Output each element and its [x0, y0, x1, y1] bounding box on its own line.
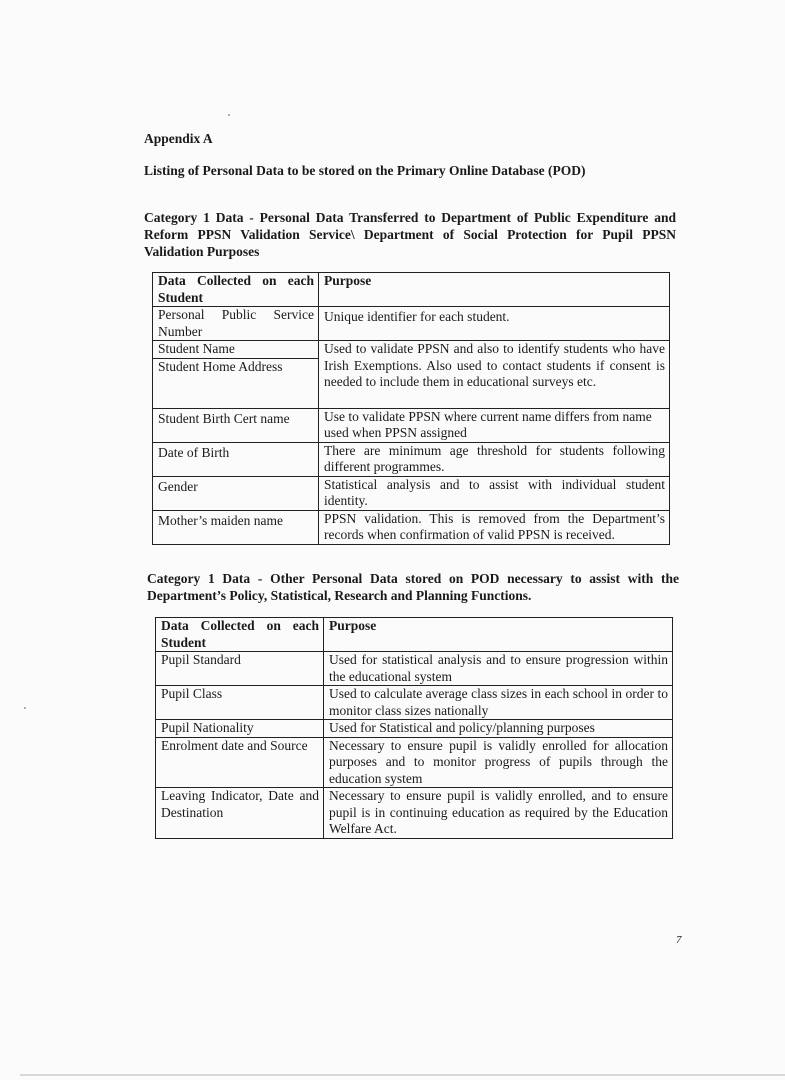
- scan-speck: [228, 114, 230, 116]
- purpose-cell: Necessary to ensure pupil is validly enrolled, and to ensure pupil is in continuing education as required by the Education Welfare Act.: [324, 788, 673, 839]
- column-header-purpose: Purpose: [319, 273, 670, 307]
- purpose-cell: Unique identifier for each student.: [319, 307, 670, 341]
- table-header-row: [153, 273, 670, 307]
- purpose-cell: PPSN validation. This is removed from the Department’s records when confirmation of valid PPSN is received.: [319, 510, 670, 544]
- column-header-purpose: Purpose: [324, 618, 673, 652]
- purpose-cell: Use to validate PPSN where current name differs from name used when PPSN assigned: [319, 408, 670, 442]
- table-row: [153, 307, 670, 341]
- data-cell: Personal Public Service Number: [153, 307, 319, 341]
- data-cell: Pupil Class: [156, 686, 324, 720]
- table-row: [153, 510, 670, 544]
- data-cell: Date of Birth: [153, 442, 319, 476]
- data-cell: Pupil Standard: [156, 652, 324, 686]
- table-row: [153, 442, 670, 476]
- table-row: [153, 408, 670, 442]
- scan-speck: [24, 707, 26, 709]
- purpose-cell: Used to calculate average class sizes in each school in order to monitor class sizes nationally: [324, 686, 673, 720]
- data-cell: Student Birth Cert name: [153, 408, 319, 442]
- table-row: [153, 341, 670, 359]
- scan-edge-line: [20, 1074, 785, 1076]
- data-cell: Mother’s maiden name: [153, 510, 319, 544]
- table-row: [156, 720, 673, 738]
- table-row: [153, 476, 670, 510]
- category2-title: Category 1 Data - Other Personal Data stored on POD necessary to assist with the Department’s Policy, Statistical, Research and Planning Functions.: [147, 571, 679, 603]
- category2-table: [155, 617, 673, 839]
- page-number: 7: [676, 934, 682, 946]
- purpose-cell: Used to validate PPSN and also to identify students who have Irish Exemptions. Also used to contact students if consent is needed to include them in educational surveys etc.: [319, 341, 670, 409]
- table-row: [156, 686, 673, 720]
- table-header-row: [156, 618, 673, 652]
- category1-title: Category 1 Data - Personal Data Transferred to Department of Public Expenditure and Reform PPSN Validation Service\ Department of Social Protection for Pupil PPSN Validation Purposes: [144, 210, 676, 259]
- data-cell: Student Name: [153, 341, 319, 359]
- purpose-cell: Used for Statistical and policy/planning purposes: [324, 720, 673, 738]
- data-cell: Student Home Address: [153, 358, 319, 408]
- table-row: [156, 788, 673, 839]
- appendix-title: Appendix A: [144, 131, 213, 146]
- data-cell: Enrolment date and Source: [156, 737, 324, 788]
- purpose-cell: Statistical analysis and to assist with individual student identity.: [319, 476, 670, 510]
- data-cell: Gender: [153, 476, 319, 510]
- column-header-data: Data Collected on each Student: [153, 273, 319, 307]
- listing-title: Listing of Personal Data to be stored on the Primary Online Database (POD): [144, 163, 586, 178]
- data-cell: Leaving Indicator, Date and Destination: [156, 788, 324, 839]
- data-cell: Pupil Nationality: [156, 720, 324, 738]
- table-row: [156, 737, 673, 788]
- category1-table: [152, 272, 670, 545]
- column-header-data: Data Collected on each Student: [156, 618, 324, 652]
- table-row: [156, 652, 673, 686]
- purpose-cell: Used for statistical analysis and to ensure progression within the educational system: [324, 652, 673, 686]
- purpose-cell: There are minimum age threshold for students following different programmes.: [319, 442, 670, 476]
- purpose-cell: Necessary to ensure pupil is validly enrolled for allocation purposes and to monitor progress of pupils through the education system: [324, 737, 673, 788]
